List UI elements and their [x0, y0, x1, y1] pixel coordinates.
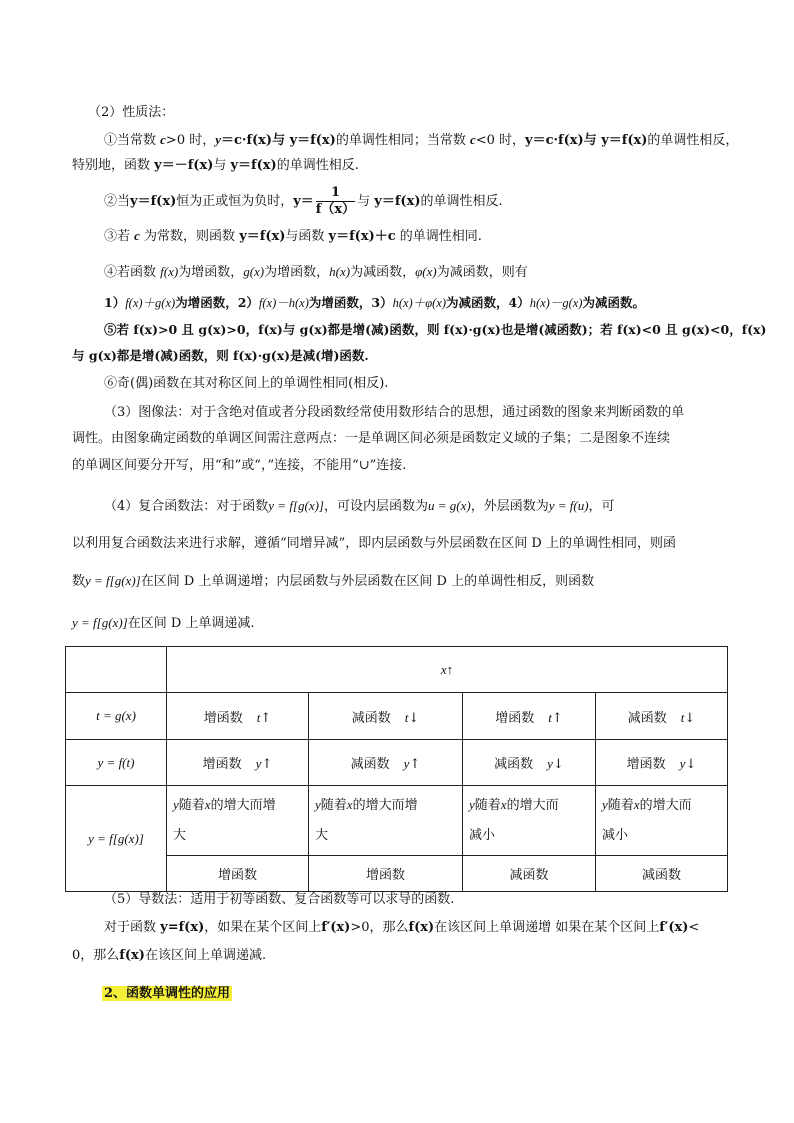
- math-expr: ＝c·f(x)与: [221, 133, 290, 148]
- math-expr: f(x)＋g(x): [125, 296, 176, 310]
- table-corner-cell: [66, 647, 167, 693]
- item-3-text: ③若: [104, 229, 135, 244]
- section-5-text: ，如果在某个区间上: [204, 920, 322, 935]
- cell-var: t: [256, 709, 261, 725]
- heading-2: [102, 984, 232, 1004]
- table-header-x: x↑: [167, 647, 728, 693]
- cell-var: y: [255, 756, 262, 771]
- cell-var: x: [346, 797, 353, 812]
- table-cell: [463, 740, 596, 786]
- section-4-text: 在区间 D 上单调递增；内层函数与外层函数在区间 D 上的单调性相反，则函数: [140, 574, 595, 589]
- section-4-text: ，可: [588, 499, 615, 514]
- math-expr: f(x): [119, 948, 145, 963]
- section-4-line-4: [72, 613, 255, 634]
- cell-text: 随着: [320, 798, 347, 813]
- math-expr: y＝f(x): [289, 133, 336, 148]
- table-cell: [596, 693, 728, 740]
- section-5-text: <: [688, 920, 700, 935]
- table-cell: 增函数: [309, 856, 463, 892]
- table-cell: [463, 786, 596, 856]
- table-row: [66, 693, 728, 740]
- fraction: [316, 185, 355, 218]
- section-5-text: 对于函数: [104, 920, 161, 935]
- fraction-denominator: f（x）: [315, 202, 356, 217]
- item-1-line-2: [72, 156, 359, 176]
- cell-var: x: [500, 797, 507, 812]
- cell-var: y: [315, 797, 321, 812]
- section-4-text: （4）复合函数法：对于函数: [104, 499, 269, 514]
- cell-text: 大: [315, 828, 329, 843]
- item-4-text: 为增函数，2）: [175, 295, 259, 310]
- table-cell: [596, 786, 728, 856]
- fraction-numerator: 1: [316, 185, 355, 202]
- table-cell: [309, 786, 463, 856]
- math-expr: y = f[g(x)]: [85, 573, 141, 588]
- cell-text: 增函数: [495, 710, 535, 726]
- math-expr: f(x): [160, 264, 179, 279]
- section-4-text: 数: [72, 574, 86, 589]
- section-5-text: 0，那么: [72, 948, 120, 963]
- cell-text: 的增大而: [506, 798, 559, 813]
- item-3-text: 为常数，则函数: [139, 229, 240, 244]
- cell-text: 的增大而增: [352, 798, 418, 813]
- math-expr: y = f[g(x)]: [72, 615, 128, 630]
- item-5-line-1: ⑤若 f(x)>0 且 g(x)>0，f(x)与 g(x)都是增(减)函数，则 f(x)·g(x)也是增(减函数)；若 f(x)<0 且 g(x)<0，f(x): [104, 322, 767, 337]
- math-c: c: [160, 132, 166, 147]
- item-6-line: ⑥奇(偶)函数在其对称区间上的单调性相同(相反).: [104, 376, 389, 391]
- section-5-text: >0，那么: [350, 920, 409, 935]
- item-2-text: ②当: [104, 194, 131, 209]
- math-expr: φ(x): [415, 264, 437, 279]
- math-expr: g(x): [243, 264, 265, 279]
- math-c: c: [134, 228, 140, 243]
- math-expr: u = g(x): [428, 498, 471, 513]
- item-4-text: 为减函数，则有: [436, 265, 528, 280]
- item-2-text: 与: [357, 194, 375, 209]
- item-1-text: 的单调性相同；当常数: [335, 133, 470, 148]
- math-expr: y=f(x): [160, 920, 205, 935]
- row-label-composite: y = f[g(x)]: [66, 786, 167, 892]
- cell-var: x: [633, 797, 640, 812]
- section-3-line-2: 调性。由图象确定函数的单调区间需注意两点：一是单调区间必须是函数定义域的子集；二是图象不连续: [72, 431, 671, 446]
- cell-text: 随着: [178, 798, 205, 813]
- arrow-icon: ↑: [551, 710, 563, 726]
- item-1-text: 的单调性相反.: [276, 158, 359, 173]
- table-cell: [309, 740, 463, 786]
- cell-var: t: [404, 709, 409, 725]
- math-expr: h(x)－g(x): [529, 296, 583, 310]
- math-expr: f(x)－h(x): [258, 296, 309, 310]
- table-cell: [167, 786, 309, 856]
- math-expr: y＝f(x): [374, 194, 421, 209]
- item-4-sub-line: [104, 293, 645, 313]
- math-expr: y＝f(x): [239, 229, 286, 244]
- math-expr: y＝f(x): [130, 194, 177, 209]
- section-4-line-2: 以利用复合函数法来进行求解，遵循“同增异减”，即内层函数与外层函数在区间 D 上的单调性相同，则函: [72, 536, 676, 551]
- item-4-text: 为增函数，3）: [308, 295, 393, 310]
- item-2-line: [104, 184, 503, 220]
- section-4-text: ，外层函数为: [470, 499, 549, 514]
- section-5-line-3: [72, 946, 266, 966]
- cell-var: t: [680, 709, 685, 725]
- item-1-text: 的单调性相反，: [647, 133, 739, 148]
- cell-text: 增函数: [203, 710, 243, 726]
- table-cell: 增函数: [167, 856, 309, 892]
- math-expr: y＝f(x): [230, 158, 277, 173]
- section-4-text: 在区间 D 上单调递减.: [127, 616, 255, 631]
- cell-text: 大: [173, 828, 187, 843]
- math-expr: h(x): [329, 264, 351, 279]
- cell-text: 减函数: [351, 710, 391, 726]
- item-4-line: [104, 262, 528, 283]
- row-label-t: t = g(x): [66, 693, 167, 740]
- cell-text: 随着: [474, 798, 501, 813]
- cell-text: 随着: [607, 798, 634, 813]
- table-row: [66, 740, 728, 786]
- cell-var: y: [469, 797, 475, 812]
- section-5-text: 在该区间上单调递增 如果在某个区间上: [434, 920, 660, 935]
- section-4-line-1: [104, 496, 615, 517]
- item-4-text: 为增函数，: [178, 265, 244, 280]
- cell-var: y: [403, 756, 410, 771]
- cell-var: y: [173, 797, 179, 812]
- table-row: [66, 647, 728, 693]
- cell-text: 减小: [602, 828, 629, 843]
- arrow-icon: ↑: [260, 710, 272, 726]
- item-1-text: ①当常数: [104, 133, 161, 148]
- table-cell: 减函数: [596, 856, 728, 892]
- section-4-text: ，可设内层函数为: [323, 499, 428, 514]
- cell-text: 减小: [469, 828, 496, 843]
- math-expr: y＝c·f(x)与 y＝f(x): [525, 133, 648, 148]
- math-expr: f(x): [408, 920, 435, 935]
- math-expr: h(x)＋φ(x): [392, 296, 446, 310]
- math-expr: f′(x): [321, 920, 351, 935]
- cell-text: 减函数: [350, 757, 390, 772]
- cell-text: 减函数: [627, 710, 667, 726]
- table-cell: [167, 693, 309, 740]
- section-5-line-1: （5）导数法：适用于初等函数、复合函数等可以求导的函数.: [104, 892, 455, 907]
- math-expr: y = f(u): [548, 498, 589, 513]
- arrow-icon: ↓: [552, 757, 564, 772]
- item-2-text: 的单调性相反.: [420, 194, 503, 209]
- item-1-text: 与: [213, 158, 231, 173]
- item-4-text: 为减函数。: [582, 295, 645, 310]
- table-cell: [463, 693, 596, 740]
- item-4-text: 为减函数，: [350, 265, 416, 280]
- table-cell: [309, 693, 463, 740]
- item-1-text: >0 时，: [165, 133, 216, 148]
- item-3-line: [104, 226, 482, 247]
- math-expr: y＝－f(x): [154, 158, 214, 173]
- section-2-title: （2）性质法：: [88, 105, 175, 120]
- math-c: c: [469, 132, 476, 147]
- arrow-icon: ↓: [408, 710, 420, 726]
- item-2-text: 恒为正或恒为负时，: [176, 194, 294, 209]
- section-5-text: 在该区间上单调递减.: [144, 948, 267, 963]
- cell-text: 减函数: [494, 757, 534, 772]
- item-1-text: <0 时，: [475, 133, 526, 148]
- item-4-text: 为增函数，: [264, 265, 330, 280]
- section-5-line-2: [104, 918, 699, 938]
- cell-var: y: [547, 756, 553, 771]
- math-expr: y = f[g(x)]: [268, 498, 324, 513]
- table-row: [66, 786, 728, 856]
- cell-text: 增函数: [202, 757, 242, 772]
- item-3-text: 的单调性相同.: [395, 229, 482, 244]
- section-3-line-1: （3）图像法：对于含绝对值或者分段函数经常使用数形结合的思想，通过函数的图象来判断函数的单: [104, 405, 685, 420]
- item-4-text: ④若函数: [104, 265, 161, 280]
- math-y: y: [215, 132, 221, 147]
- cell-text: 增函数: [626, 757, 666, 772]
- arrow-icon: ↑: [261, 757, 273, 772]
- item-3-text: 与函数: [285, 229, 329, 244]
- cell-var: y: [602, 797, 608, 812]
- arrow-icon: ↑: [409, 757, 421, 772]
- table-cell: 减函数: [463, 856, 596, 892]
- heading-2-text: 2、函数单调性的应用: [104, 986, 231, 1001]
- section-4-line-3: [72, 571, 594, 592]
- item-4-text: 1）: [104, 295, 126, 310]
- cell-text: 的增大而: [639, 798, 692, 813]
- item-1-text: 特别地，函数: [72, 158, 155, 173]
- math-expr: y＝: [293, 194, 314, 209]
- table-cell: [596, 740, 728, 786]
- section-3-line-3: 的单调区间要分开写，用“和”或“，”连接，不能用“∪”连接.: [72, 458, 407, 473]
- row-label-y: y = f(t): [66, 740, 167, 786]
- item-4-text: 为减函数，4）: [446, 295, 530, 310]
- composite-monotonicity-table: [65, 646, 728, 892]
- cell-var: x: [204, 797, 211, 812]
- item-5-line-2: 与 g(x)都是增(减)函数，则 f(x)·g(x)是减(增)函数.: [72, 348, 369, 363]
- cell-text: 的增大而增: [210, 798, 276, 813]
- math-expr: y＝f(x)＋c: [328, 229, 396, 244]
- table-cell: [167, 740, 309, 786]
- arrow-icon: ↓: [685, 757, 697, 772]
- cell-var: y: [679, 756, 686, 771]
- arrow-icon: ↓: [684, 710, 696, 726]
- cell-var: t: [548, 709, 552, 725]
- math-expr: f′(x): [659, 920, 689, 935]
- item-1-line-1: [104, 130, 738, 151]
